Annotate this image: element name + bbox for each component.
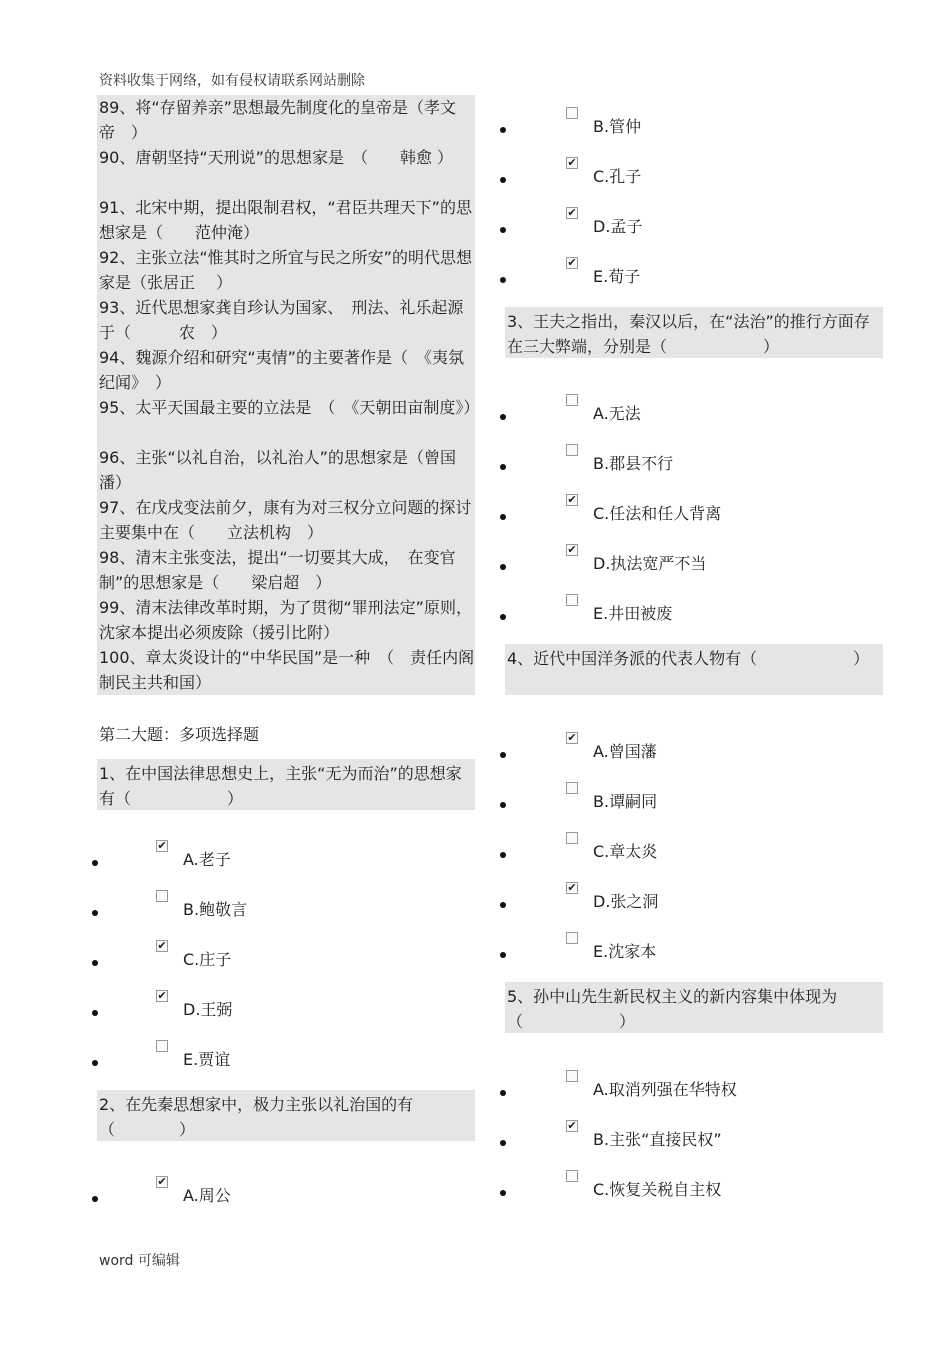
checkbox[interactable] — [566, 594, 578, 606]
option-label: A.周公 — [183, 1186, 231, 1205]
option-q1-b[interactable] — [97, 890, 475, 940]
option-label: D.王弼 — [183, 1000, 233, 1019]
bullet — [500, 1090, 506, 1096]
fill-in-answers — [97, 95, 480, 695]
option-label: B.郡县不行 — [593, 454, 674, 473]
question-5: 5、孙中山先生新民权主义的新内容集中体现为（ ） — [505, 982, 883, 1033]
option-label: E.荀子 — [593, 267, 641, 286]
question-1: 1、在中国法律思想史上，主张“无为而治”的思想家有（ ） — [97, 759, 475, 810]
option-q2-c[interactable] — [505, 157, 883, 207]
option-label: B.鲍敬言 — [183, 900, 248, 919]
option-label: D.执法宽严不当 — [593, 554, 707, 573]
checkbox[interactable] — [566, 444, 578, 456]
checkbox[interactable] — [566, 107, 578, 119]
question-4: 4、近代中国洋务派的代表人物有（ ） — [505, 644, 883, 695]
option-q1-c[interactable] — [97, 940, 475, 990]
fill-item: 100、章太炎设计的“中华民国”是一种 （ 责任内阁制民主共和国） — [99, 648, 475, 692]
bullet — [500, 1190, 506, 1196]
bullet — [92, 1196, 98, 1202]
checkbox[interactable] — [156, 1040, 168, 1052]
bullet — [92, 1060, 98, 1066]
option-label: E.贾谊 — [183, 1050, 231, 1069]
option-q2-e[interactable] — [505, 257, 883, 307]
fill-item: 96、主张“以礼自治，以礼治人”的思想家是（曾国潘） — [99, 448, 456, 492]
fill-item: 93、近代思想家龚自珍认为国家、 刑法、礼乐起源于（ 农 ） — [99, 298, 464, 342]
bullet — [500, 852, 506, 858]
option-q2-a[interactable] — [97, 1176, 475, 1226]
option-q2-b[interactable] — [505, 107, 883, 157]
bullet — [500, 564, 506, 570]
option-label: A.曾国藩 — [593, 742, 657, 761]
checkbox[interactable]: ✔ — [567, 493, 577, 506]
bullet — [500, 414, 506, 420]
checkbox[interactable]: ✔ — [157, 1175, 167, 1188]
checkbox[interactable]: ✔ — [567, 206, 577, 219]
bullet — [500, 902, 506, 908]
right-column — [505, 95, 883, 1220]
fill-item: 90、唐朝坚持“天刑说”的思想家是 （ 韩愈 ） — [99, 148, 454, 167]
bullet — [92, 860, 98, 866]
option-q4-b[interactable] — [505, 782, 883, 832]
bullet — [500, 177, 506, 183]
checkbox[interactable]: ✔ — [157, 989, 167, 1002]
option-q1-e[interactable] — [97, 1040, 475, 1090]
checkbox[interactable] — [566, 832, 578, 844]
bullet — [500, 127, 506, 133]
bullet — [92, 1010, 98, 1016]
option-q3-b[interactable] — [505, 444, 883, 494]
fill-item: 98、清末主张变法，提出“一切要其大成， 在变官制”的思想家是（ 梁启超 ） — [99, 548, 456, 592]
header-note: 资料收集于网络，如有侵权请联系网站删除 — [99, 73, 365, 89]
fill-item: 92、主张立法“惟其时之所宜与民之所安”的明代思想家是（张居正 ） — [99, 248, 472, 292]
option-q3-c[interactable] — [505, 494, 883, 544]
checkbox[interactable]: ✔ — [567, 1119, 577, 1132]
option-q4-a[interactable] — [505, 732, 883, 782]
option-q4-e[interactable] — [505, 932, 883, 982]
option-q2-d[interactable] — [505, 207, 883, 257]
option-q4-d[interactable] — [505, 882, 883, 932]
option-label: C.孔子 — [593, 167, 642, 186]
bullet — [500, 464, 506, 470]
bullet — [500, 514, 506, 520]
question-3: 3、王夫之指出，秦汉以后，在“法治”的推行方面存在三大弊端，分别是（ ） — [505, 307, 883, 358]
checkbox[interactable]: ✔ — [567, 543, 577, 556]
fill-item: 97、在戊戌变法前夕，康有为对三权分立问题的探讨主要集中在（ 立法机构 ） — [99, 498, 472, 542]
bullet — [500, 752, 506, 758]
fill-item: 99、清末法律改革时期，为了贯彻“罪刑法定”原则，沈家本提出必须废除（援引比附） — [99, 598, 472, 642]
option-q5-a[interactable] — [505, 1070, 883, 1120]
option-q5-b[interactable] — [505, 1120, 883, 1170]
option-label: C.章太炎 — [593, 842, 658, 861]
fill-item: 94、魏源介绍和研究“夷情”的主要著作是（ 《夷氛纪闻》 ） — [99, 348, 464, 392]
option-q3-d[interactable] — [505, 544, 883, 594]
fill-item: 91、北宋中期，提出限制君权，“君臣共理天下”的思想家是（ 范仲淹） — [99, 198, 472, 242]
checkbox[interactable]: ✔ — [157, 839, 167, 852]
checkbox[interactable] — [156, 890, 168, 902]
bullet — [92, 960, 98, 966]
option-q1-d[interactable] — [97, 990, 475, 1040]
bullet — [500, 277, 506, 283]
option-label: B.主张“直接民权” — [593, 1130, 722, 1149]
bullet — [500, 802, 506, 808]
option-q4-c[interactable] — [505, 832, 883, 882]
option-label: A.老子 — [183, 850, 231, 869]
bullet — [500, 227, 506, 233]
option-label: A.取消列强在华特权 — [593, 1080, 737, 1099]
option-label: B.管仲 — [593, 117, 642, 136]
option-label: C.恢复关税自主权 — [593, 1180, 722, 1199]
option-label: E.井田被废 — [593, 604, 673, 623]
section-title: 第二大题：多项选择题 — [99, 725, 260, 744]
option-q3-e[interactable] — [505, 594, 883, 644]
option-q1-a[interactable] — [97, 840, 475, 890]
option-q3-a[interactable] — [505, 394, 883, 444]
checkbox[interactable] — [566, 394, 578, 406]
option-label: A.无法 — [593, 404, 641, 423]
checkbox[interactable] — [566, 782, 578, 794]
checkbox[interactable]: ✔ — [567, 156, 577, 169]
option-label: D.孟子 — [593, 217, 643, 236]
fill-item: 89、将“存留养亲”思想最先制度化的皇帝是（孝文帝 ） — [99, 98, 456, 142]
checkbox[interactable] — [566, 1070, 578, 1082]
footer-note: word 可编辑 — [99, 1253, 180, 1269]
checkbox[interactable]: ✔ — [567, 731, 577, 744]
checkbox[interactable]: ✔ — [567, 881, 577, 894]
bullet — [500, 614, 506, 620]
checkbox[interactable] — [566, 932, 578, 944]
option-label: E.沈家本 — [593, 942, 657, 961]
fill-item: 95、太平天国最主要的立法是 （ 《天朝田亩制度》） — [99, 398, 480, 417]
checkbox[interactable] — [566, 1170, 578, 1182]
option-label: C.庄子 — [183, 950, 232, 969]
bullet — [500, 952, 506, 958]
checkbox[interactable]: ✔ — [157, 939, 167, 952]
bullet — [500, 1140, 506, 1146]
option-q5-c[interactable] — [505, 1170, 883, 1220]
question-2: 2、在先秦思想家中，极力主张以礼治国的有（ ） — [97, 1090, 475, 1141]
option-label: C.任法和任人背离 — [593, 504, 722, 523]
checkbox[interactable]: ✔ — [567, 256, 577, 269]
option-label: D.张之洞 — [593, 892, 659, 911]
option-label: B.谭嗣同 — [593, 792, 658, 811]
left-column — [97, 95, 480, 1226]
bullet — [92, 910, 98, 916]
